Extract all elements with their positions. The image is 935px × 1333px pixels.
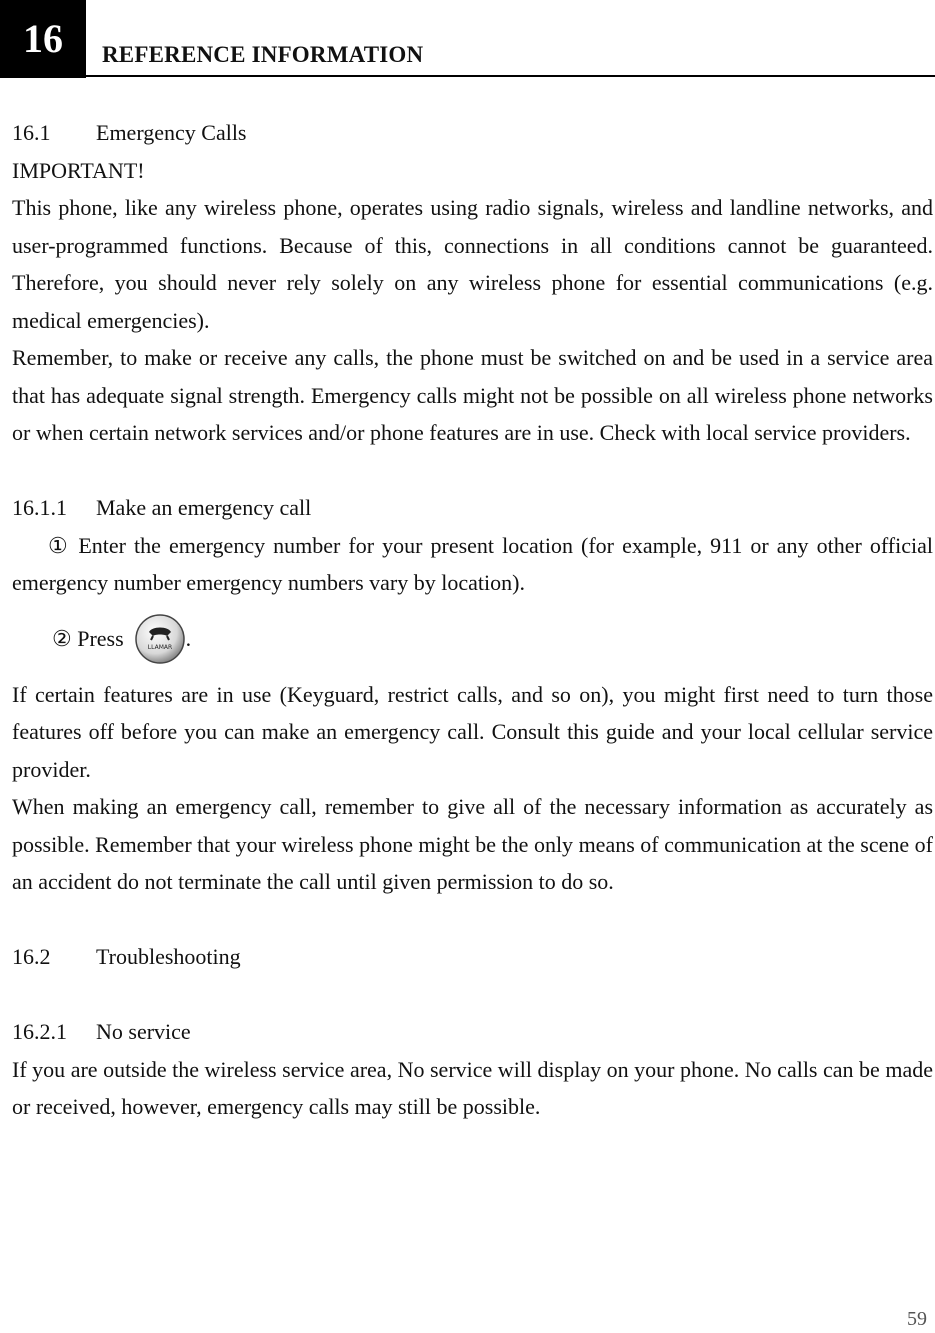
page-number: 59 (907, 1308, 927, 1330)
section-number: 16.1.1 (12, 495, 67, 520)
page-content (12, 114, 933, 1126)
section-number: 16.1 (12, 120, 51, 145)
chapter-title: REFERENCE INFORMATION (102, 42, 424, 67)
section-title: Make an emergency call (96, 495, 312, 520)
paragraph: If you are outside the wireless service area, No service will display on your phone. No calls can be made or received, however, emergency calls may still be possible. (12, 1056, 933, 1119)
step-two-suffix: . (185, 625, 192, 651)
section-title: Troubleshooting (96, 944, 241, 969)
chapter-number: 16 (0, 0, 86, 78)
spacer (12, 452, 933, 490)
call-key-icon (134, 613, 186, 665)
chapter-divider (86, 75, 935, 77)
paragraph: If certain features are in use (Keyguard, restrict calls, and so on), you might first need to turn those features off before you can make an emergency call. Consult this guide and your local cellular service provider. (12, 681, 933, 782)
section-heading-16-1 (12, 114, 933, 152)
paragraph: When making an emergency call, remember to give all of the necessary information as accurately as possible. Remember that your wireless phone might be the only means of communication at the scene of an accident do not terminate the call until given permission to do so. (12, 794, 933, 894)
step-two-text: ② Press (52, 625, 124, 651)
spacer (12, 901, 933, 939)
chapter-header (0, 0, 935, 78)
important-label: IMPORTANT! (12, 157, 145, 183)
section-title: Emergency Calls (96, 120, 247, 145)
section-heading-16-1-1 (12, 489, 933, 527)
section-heading-16-2 (12, 938, 933, 976)
section-heading-16-2-1 (12, 1013, 933, 1051)
paragraph: This phone, like any wireless phone, operates using radio signals, wireless and landline networks, and user-programmed functions. Because of this, connections in all conditions cannot be guaranteed. Therefore, you should never rely solely on any wireless phone for essential communications (e.g. medical emergencies). (12, 195, 933, 333)
step-two (12, 602, 933, 676)
section-title: No service (96, 1019, 191, 1044)
paragraph: Remember, to make or receive any calls, the phone must be switched on and be used in a service area that has adequate signal strength. Emergency calls might not be possible on all wireless phone networks or when certain network services and/or phone features are in use. Check with local service providers. (12, 345, 933, 445)
spacer (12, 976, 933, 1014)
section-number: 16.2.1 (12, 1019, 67, 1044)
section-number: 16.2 (12, 944, 51, 969)
step-one: ① Enter the emergency number for your present location (for example, 911 or any other official emergency number emergency numbers vary by location). (12, 532, 933, 595)
call-key-label: LLAMAR (147, 643, 172, 651)
